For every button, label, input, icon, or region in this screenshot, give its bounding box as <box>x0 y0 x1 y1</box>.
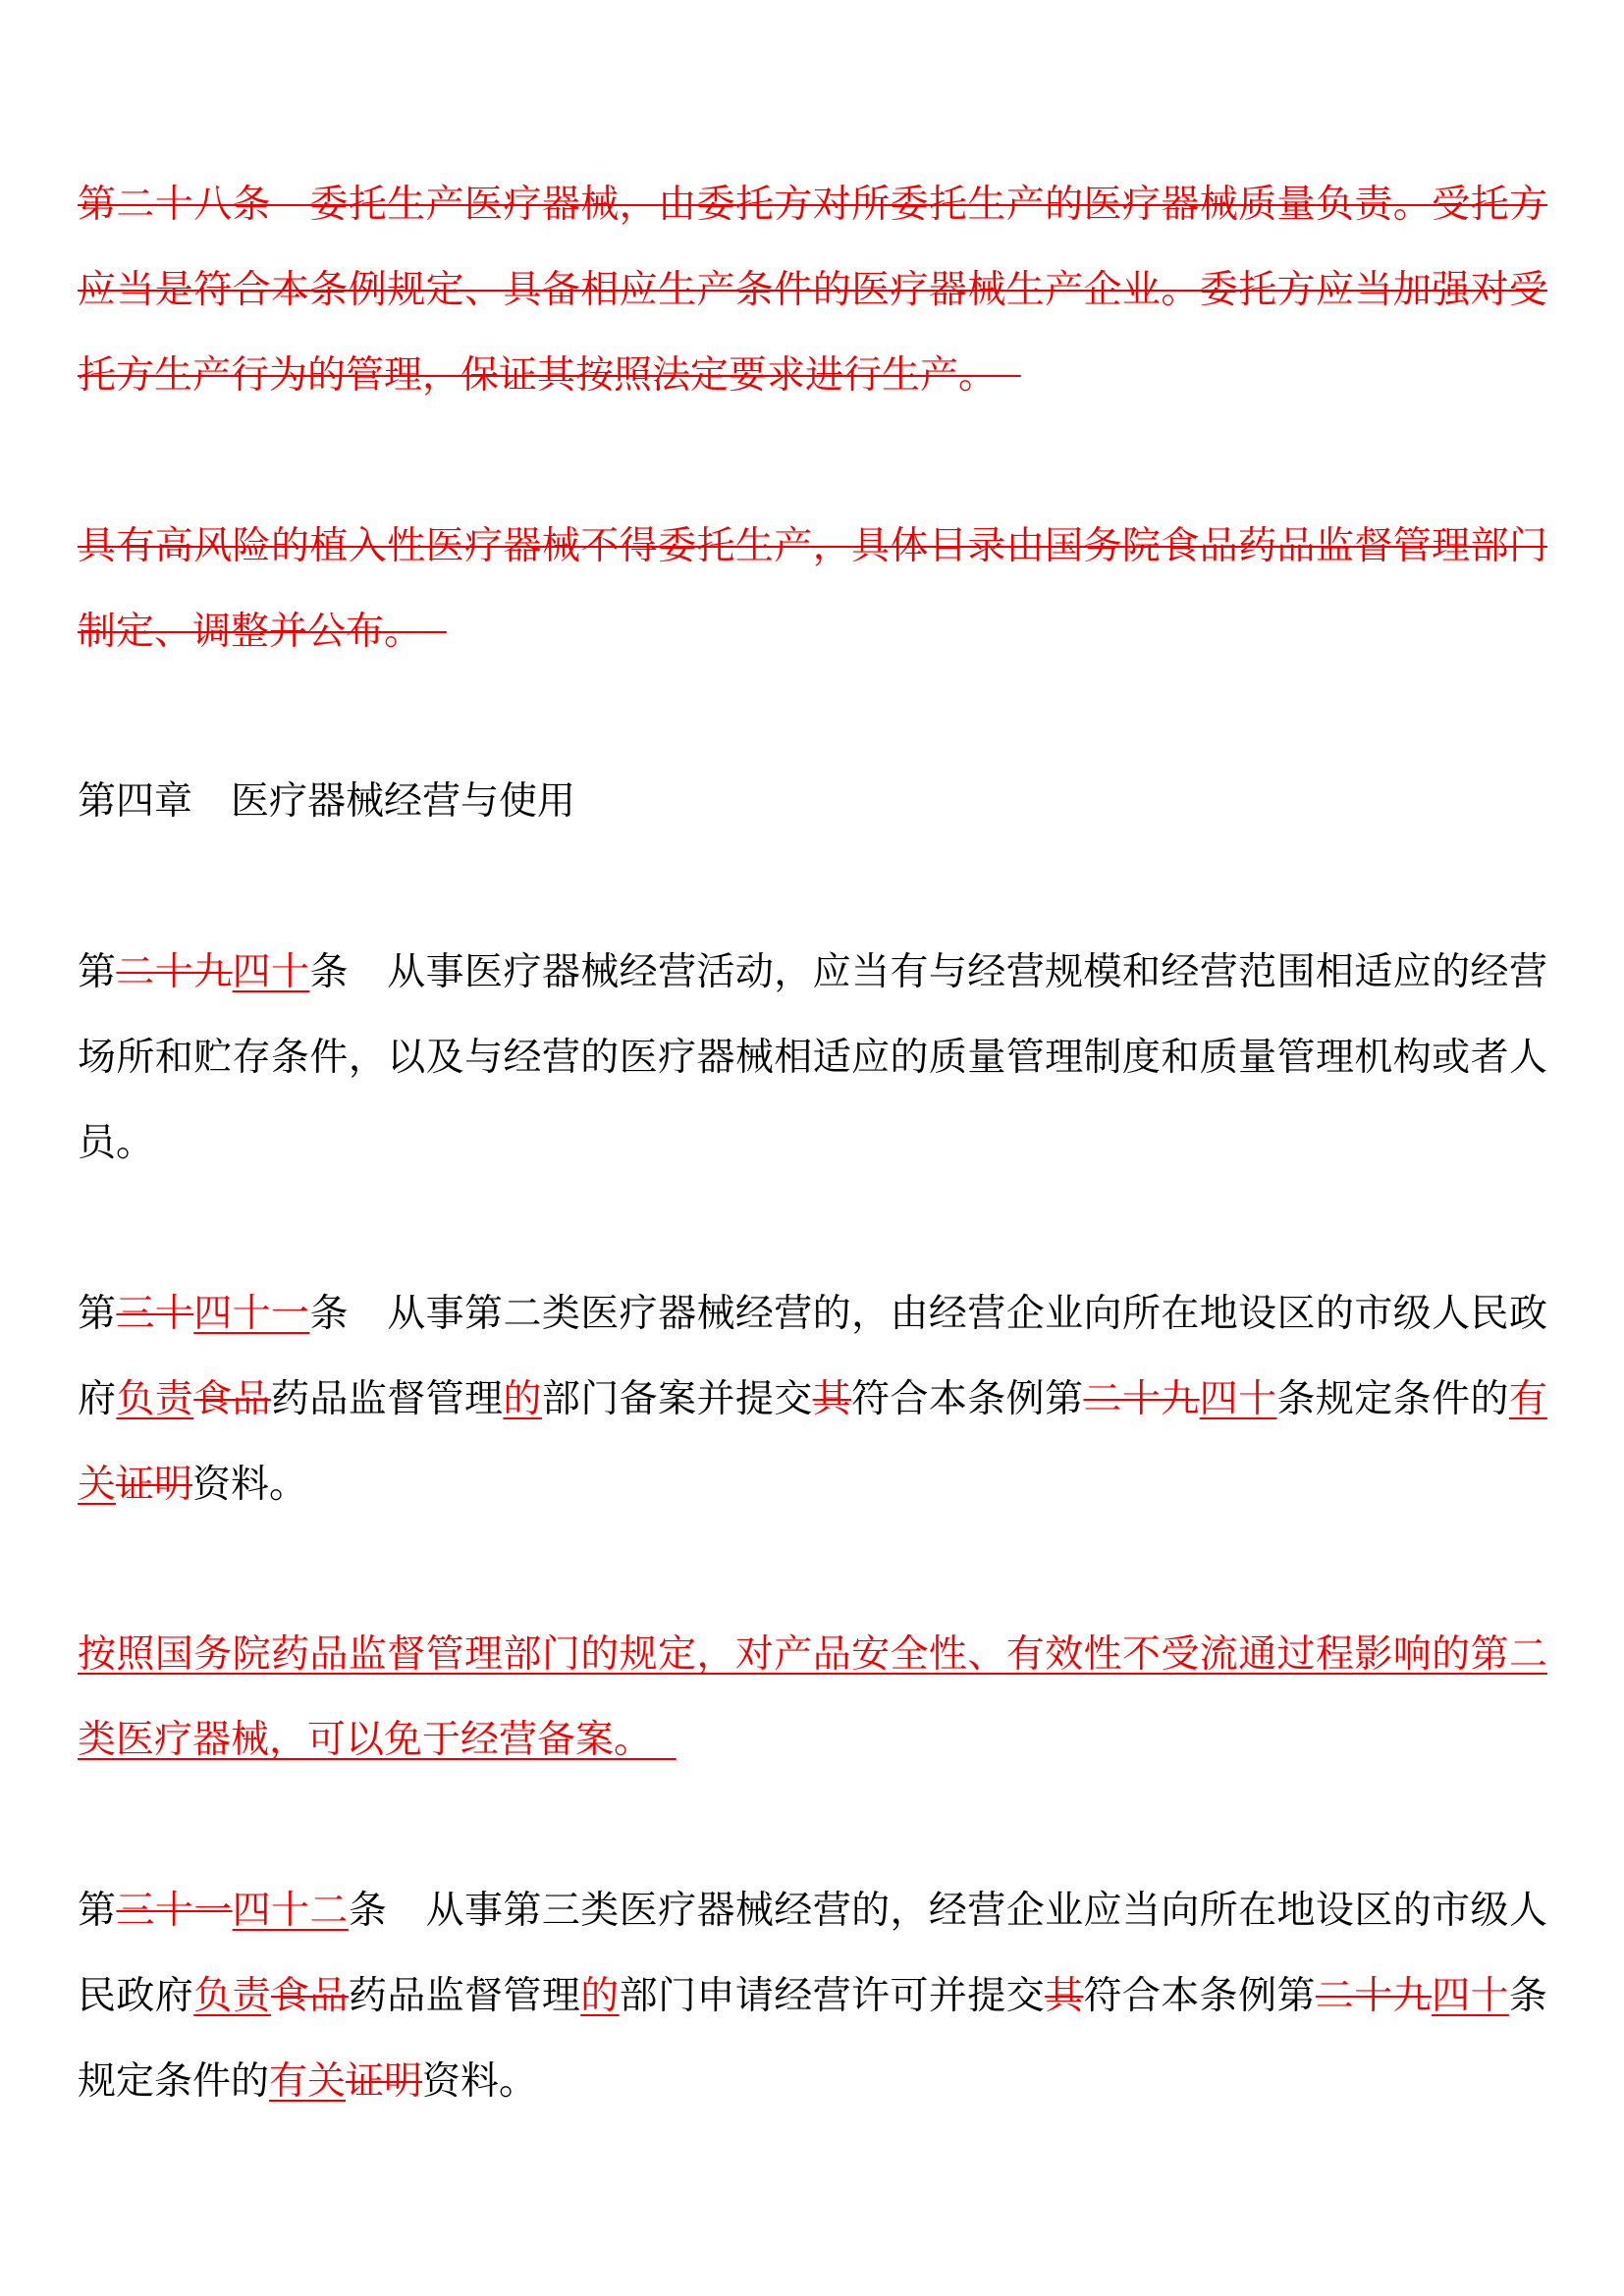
body-text: 符合本条例第 <box>1083 1973 1316 2018</box>
inserted-exemption-paragraph <box>78 1613 1547 1784</box>
article-40-paragraph <box>78 931 1547 1187</box>
body-text: 条规定条件的 <box>78 1973 1547 2104</box>
deleted-article-28-paragraph <box>78 163 1547 419</box>
body-text: 条 从事第二类医疗器械经营的，由经营企业向所在地设区的市级人民政府 <box>78 1291 1547 1421</box>
deleted-paragraph-mark <box>422 610 447 654</box>
deleted-article-number: 二十九 <box>1315 1973 1433 2018</box>
deleted-text: 证明 <box>116 1462 193 1507</box>
body-text: 条 从事医疗器械经营活动，应当有与经营规模和经营范围相适应的经营场所和贮存条件，以及与经营的医疗器械相适应的质量管理制度和质量管理机构或者人员。 <box>78 950 1547 1165</box>
inserted-text: 的 <box>503 1376 542 1421</box>
deleted-text: 其 <box>1045 1973 1084 2018</box>
body-text: 资料。 <box>422 2058 538 2104</box>
body-text: 第 <box>78 1889 117 1934</box>
body-text: 符合本条例第 <box>851 1376 1084 1421</box>
deleted-article-number: 二十九 <box>116 950 233 995</box>
deleted-text: 具有高风险的植入性医疗器械不得委托生产，具体目录由国务院食品药品监督管理部门制定、调整并公布。 <box>78 523 1547 654</box>
inserted-article-number: 四十 <box>1432 1973 1509 2018</box>
deleted-text: 食品 <box>271 1973 349 2018</box>
inserted-text: 的 <box>580 1973 620 2018</box>
deleted-article-number: 二十九 <box>1083 1376 1200 1421</box>
deleted-implant-paragraph <box>78 505 1547 675</box>
body-text: 条规定条件的 <box>1276 1376 1509 1421</box>
inserted-article-number: 四十 <box>1199 1376 1277 1421</box>
deleted-article-number: 三十 <box>116 1291 194 1336</box>
deleted-text: 其 <box>812 1376 852 1421</box>
body-text: 药品监督管理 <box>348 1973 581 2018</box>
body-text: 部门备案并提交 <box>541 1376 813 1421</box>
inserted-article-number: 四十 <box>232 950 310 995</box>
deleted-paragraph-mark <box>997 353 1021 398</box>
deleted-article-number: 三十一 <box>116 1889 233 1934</box>
body-text: 条 从事第三类医疗器械经营的，经营企业应当向所在地设区的市级人民政府 <box>78 1889 1547 2018</box>
article-42-paragraph <box>78 1869 1547 2125</box>
inserted-text: 有关 <box>269 2058 347 2104</box>
body-text: 资料。 <box>192 1462 308 1507</box>
chapter-heading-text: 第四章 医疗器械经营与使用 <box>78 779 576 825</box>
inserted-text: 负责 <box>116 1376 194 1421</box>
inserted-article-number: 四十二 <box>232 1889 349 1934</box>
article-41-paragraph <box>78 1272 1547 1528</box>
inserted-text: 按照国务院药品监督管理部门的规定，对产品安全性、有效性不受流通过程影响的第二类医疗器械，可以免于经营备案。 <box>78 1632 1547 1763</box>
body-text: 第 <box>78 950 117 995</box>
chapter-4-heading <box>78 760 1547 845</box>
body-text: 药品监督管理 <box>271 1376 504 1421</box>
deleted-text: 第二十八条 委托生产医疗器械，由委托方对所委托生产的医疗器械质量负责。受托方应当是符合本条例规定、具备相应生产条件的医疗器械生产企业。委托方应当加强对受托方生产行为的管理，保证其按照法定要求进行生产。 <box>78 183 1547 398</box>
body-text: 部门申请经营许可并提交 <box>619 1973 1046 2018</box>
document-body <box>78 163 1547 2125</box>
deleted-text: 食品 <box>193 1376 272 1421</box>
inserted-text: 负责 <box>193 1973 272 2018</box>
inserted-article-number: 四十一 <box>193 1291 310 1336</box>
body-text: 第 <box>78 1291 117 1336</box>
inserted-paragraph-mark <box>652 1718 677 1762</box>
deleted-text: 证明 <box>346 2058 423 2104</box>
inserted-text: 有关 <box>78 1376 1547 1507</box>
